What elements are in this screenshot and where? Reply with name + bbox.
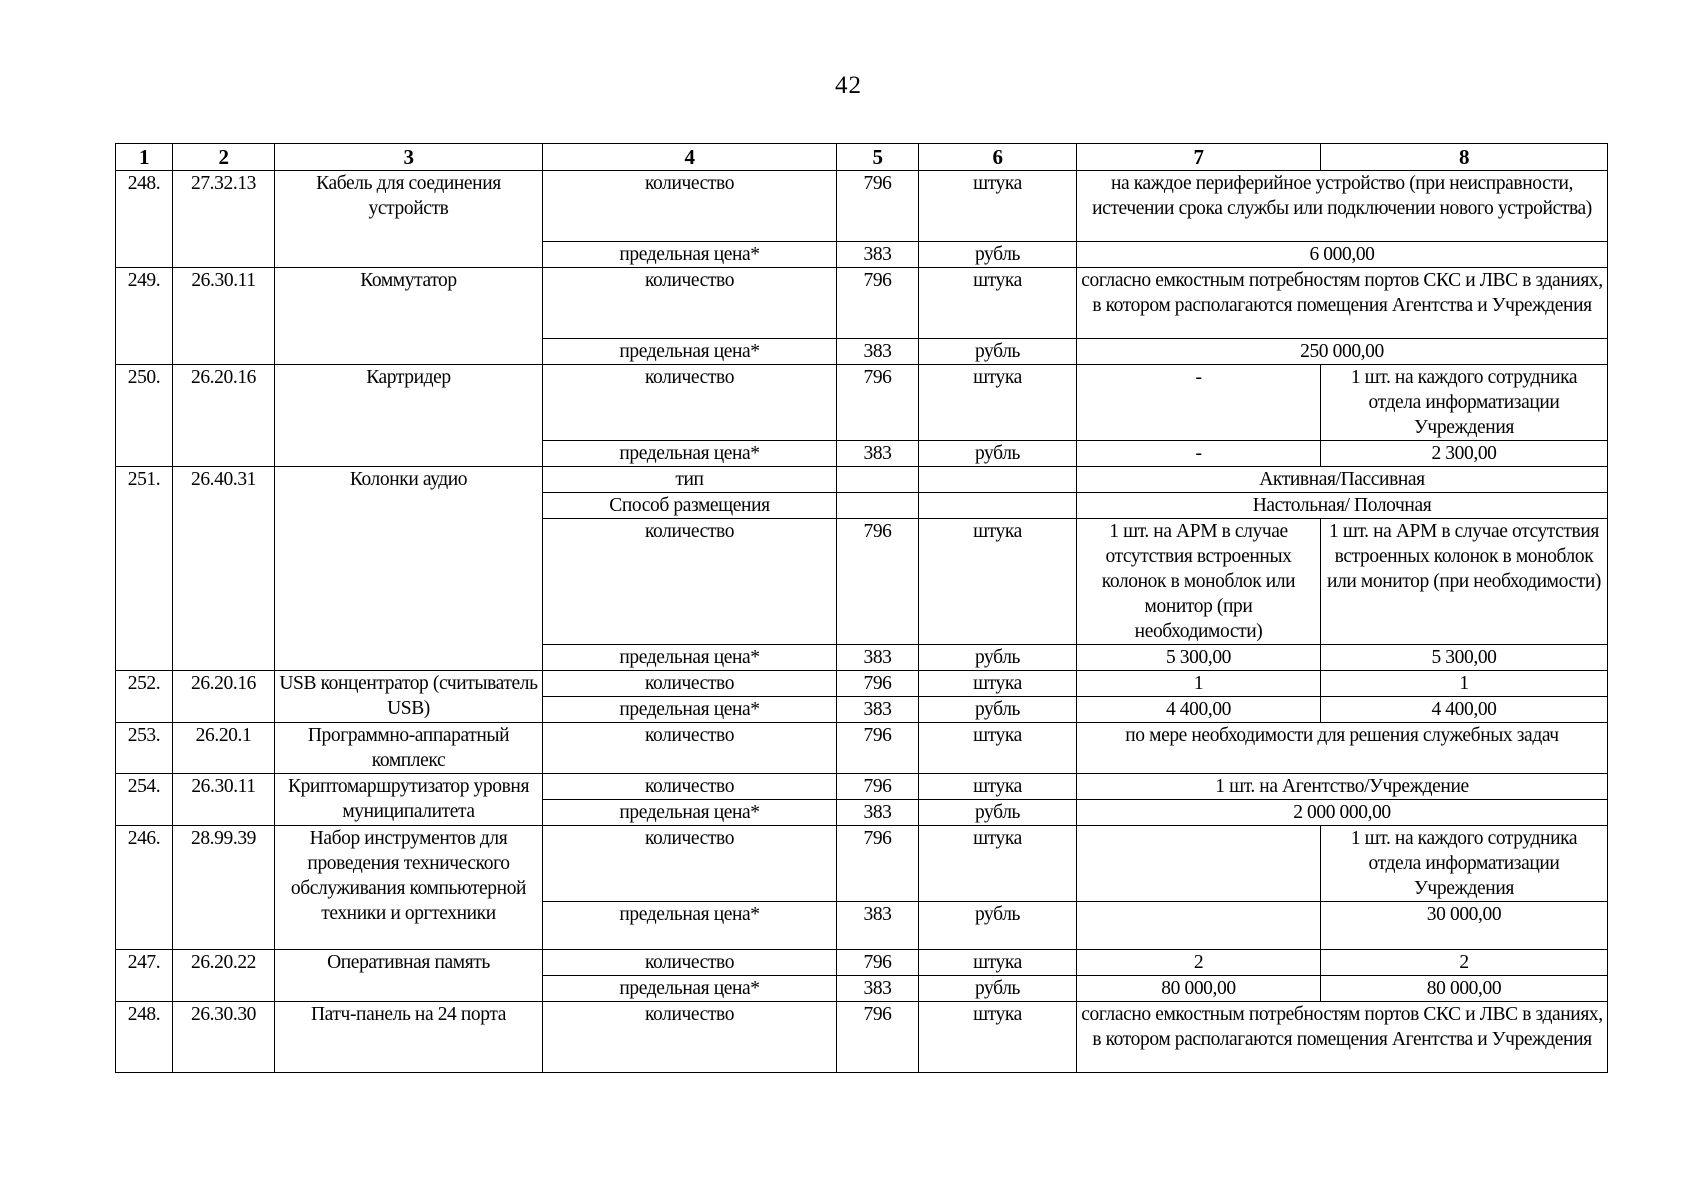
table-cell [837,467,919,493]
table-cell: 1 шт. на Агентство/Учреждение [1077,774,1608,800]
table-cell: 4 400,00 [1321,697,1608,723]
table-cell: 26.20.22 [173,950,275,1002]
table-cell: рубль [919,902,1077,950]
table-cell: тип [543,467,837,493]
table-cell: Настольная/ Полочная [1077,493,1608,519]
table-cell: 247. [116,950,173,1002]
table-cell: предельная цена* [543,800,837,826]
table-cell: Программно-аппаратный комплекс [275,723,543,774]
table-cell: 246. [116,826,173,950]
table-cell: Набор инструментов для проведения технического обслуживания компьютерной техники и оргтехники [275,826,543,950]
header-row [116,144,1608,171]
table-cell: 5 300,00 [1077,645,1321,671]
table-cell: - [1077,365,1321,441]
table-cell: 383 [837,902,919,950]
table-cell: 796 [837,1002,919,1073]
header-cell-unit: 6 [919,144,1077,171]
table-cell: количество [543,723,837,774]
table-cell: - [1077,441,1321,467]
table-cell: 26.40.31 [173,467,275,671]
table-cell: рубль [919,645,1077,671]
table-cell: количество [543,171,837,242]
table-row [116,268,1608,339]
spec-table [115,143,1608,1073]
header-cell-number: 1 [116,144,173,171]
table-row [116,950,1608,976]
table-row [116,774,1608,800]
table-cell: рубль [919,242,1077,268]
table-cell: штука [919,774,1077,800]
table-cell: предельная цена* [543,902,837,950]
table-row [116,467,1608,493]
table-cell: 250. [116,365,173,467]
table-cell: Кабель для соединения устройств [275,171,543,268]
table-row [116,365,1608,441]
table-cell: 796 [837,365,919,441]
table-cell: 251. [116,467,173,671]
table-cell: 796 [837,671,919,697]
table-cell: Криптомаршрутизатор уровня муниципалитета [275,774,543,826]
table-cell: Оперативная память [275,950,543,1002]
page-number: 42 [835,72,862,99]
table-cell: 252. [116,671,173,723]
table-header [116,144,1608,171]
table-cell: 26.20.16 [173,671,275,723]
table-cell: количество [543,950,837,976]
table-cell: USB концентратор (считыватель USB) [275,671,543,723]
table-cell: 796 [837,774,919,800]
table-cell: согласно емкостным потребностям портов СКС и ЛВС в зданиях, в котором располагаются помещения Агентства и Учреждения [1077,268,1608,339]
table-cell: 796 [837,826,919,902]
table-cell: 254. [116,774,173,826]
table-cell: 30 000,00 [1321,902,1608,950]
table-cell: 796 [837,268,919,339]
table-cell: 383 [837,976,919,1002]
table-cell: штука [919,723,1077,774]
table-cell: количество [543,671,837,697]
table-row [116,1002,1608,1073]
table-cell: 248. [116,1002,173,1073]
table-cell: 383 [837,697,919,723]
table-cell: рубль [919,339,1077,365]
table-cell: Коммутатор [275,268,543,365]
table-cell: 383 [837,242,919,268]
table-cell: 796 [837,723,919,774]
table-cell: количество [543,1002,837,1073]
table-row [116,671,1608,697]
table-cell: 1 шт. на каждого сотрудника отдела информатизации Учреждения [1321,826,1608,902]
table-cell: 5 300,00 [1321,645,1608,671]
table-cell: рубль [919,800,1077,826]
table-cell [1077,826,1321,902]
table-row [116,826,1608,902]
table-cell: согласно емкостным потребностям портов СКС и ЛВС в зданиях, в котором располагаются помещения Агентства и Учреждения [1077,1002,1608,1073]
table-cell: 796 [837,950,919,976]
table-cell: Способ размещения [543,493,837,519]
table-cell: предельная цена* [543,697,837,723]
table-cell: штука [919,519,1077,645]
table-cell: на каждое периферийное устройство (при неисправности, истечении срока службы или подключении нового устройства) [1077,171,1608,242]
table-cell: 80 000,00 [1321,976,1608,1002]
header-cell-value-category-b: 8 [1321,144,1608,171]
table-cell: 26.20.16 [173,365,275,467]
table-cell [837,493,919,519]
header-cell-value-category-a: 7 [1077,144,1321,171]
header-cell-characteristic: 4 [543,144,837,171]
table-cell: количество [543,774,837,800]
table-cell: 2 000 000,00 [1077,800,1608,826]
table-cell: рубль [919,976,1077,1002]
table-cell: Патч-панель на 24 порта [275,1002,543,1073]
table-cell: 1 [1321,671,1608,697]
table-cell: Картридер [275,365,543,467]
table-row [116,171,1608,242]
table-cell: 250 000,00 [1077,339,1608,365]
table-cell: 383 [837,800,919,826]
header-cell-okpd-code: 2 [173,144,275,171]
table-cell: 28.99.39 [173,826,275,950]
table-cell: 26.20.1 [173,723,275,774]
table-cell: количество [543,519,837,645]
table-cell [919,467,1077,493]
header-cell-okei-code: 5 [837,144,919,171]
table-cell: штука [919,1002,1077,1073]
table-cell: количество [543,365,837,441]
table-cell: 26.30.30 [173,1002,275,1073]
table-cell: 27.32.13 [173,171,275,268]
table-cell: предельная цена* [543,242,837,268]
table-cell: предельная цена* [543,976,837,1002]
table-cell: 249. [116,268,173,365]
header-cell-name: 3 [275,144,543,171]
table-cell: 4 400,00 [1077,697,1321,723]
table-cell: штука [919,171,1077,242]
table-cell: Активная/Пассивная [1077,467,1608,493]
table-cell: 1 шт. на АРМ в случае отсутствия встроенных колонок в моноблок или монитор (при необходимости) [1077,519,1321,645]
table-cell: штука [919,826,1077,902]
table-cell: количество [543,268,837,339]
table-cell: по мере необходимости для решения служебных задач [1077,723,1608,774]
table-cell: 383 [837,441,919,467]
table-cell: 796 [837,519,919,645]
table-cell: предельная цена* [543,441,837,467]
table-cell: 1 шт. на каждого сотрудника отдела информатизации Учреждения [1321,365,1608,441]
table-cell: Колонки аудио [275,467,543,671]
table-cell: 80 000,00 [1077,976,1321,1002]
table-cell: штука [919,268,1077,339]
table-cell: 2 [1321,950,1608,976]
table-cell: штука [919,671,1077,697]
table-cell: 383 [837,645,919,671]
table-cell: предельная цена* [543,339,837,365]
table-cell: 1 шт. на АРМ в случае отсутствия встроенных колонок в моноблок или монитор (при необходимости) [1321,519,1608,645]
table-cell: предельная цена* [543,645,837,671]
table-cell: 796 [837,171,919,242]
table-cell: рубль [919,441,1077,467]
table-cell: 26.30.11 [173,774,275,826]
table-cell [919,493,1077,519]
table-cell: 2 [1077,950,1321,976]
table-cell: 248. [116,171,173,268]
table-cell: 26.30.11 [173,268,275,365]
table-cell: 6 000,00 [1077,242,1608,268]
table-cell: рубль [919,697,1077,723]
table-row [116,723,1608,774]
table-cell: 2 300,00 [1321,441,1608,467]
table-body [116,171,1608,1073]
table-cell: 1 [1077,671,1321,697]
table-cell: штука [919,365,1077,441]
table-cell: 253. [116,723,173,774]
table-cell: количество [543,826,837,902]
table-cell: штука [919,950,1077,976]
table-cell [1077,902,1321,950]
table-cell: 383 [837,339,919,365]
